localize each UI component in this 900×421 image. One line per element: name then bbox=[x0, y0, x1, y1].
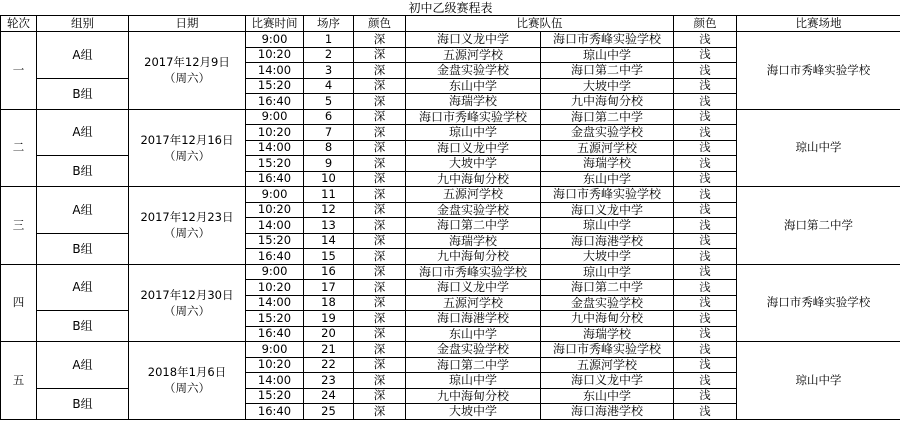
home-team: 东山中学 bbox=[406, 326, 541, 342]
away-team: 琼山中学 bbox=[541, 264, 674, 280]
match-time: 14:00 bbox=[246, 373, 304, 389]
group-a-label: A组 bbox=[37, 342, 129, 389]
home-color: 深 bbox=[354, 63, 406, 79]
match-time: 15:20 bbox=[246, 388, 304, 404]
header-row bbox=[1, 16, 900, 32]
match-time: 15:20 bbox=[246, 78, 304, 94]
away-team: 五源河学校 bbox=[541, 140, 674, 156]
away-team: 大坡中学 bbox=[541, 249, 674, 265]
away-color: 浅 bbox=[674, 326, 737, 342]
match-time: 15:20 bbox=[246, 311, 304, 327]
match-number: 12 bbox=[304, 202, 354, 218]
header-group: 组别 bbox=[37, 16, 129, 32]
home-team: 海口义龙中学 bbox=[406, 32, 541, 48]
group-b-label: B组 bbox=[37, 311, 129, 342]
round-number: 一 bbox=[1, 32, 37, 110]
home-team: 海口第二中学 bbox=[406, 357, 541, 373]
home-color: 深 bbox=[354, 109, 406, 125]
home-color: 深 bbox=[354, 140, 406, 156]
match-time: 15:20 bbox=[246, 156, 304, 172]
weekday-text: （周六） bbox=[164, 148, 210, 163]
away-team: 东山中学 bbox=[541, 388, 674, 404]
home-team: 金盘实验学校 bbox=[406, 342, 541, 358]
home-team: 海口海港学校 bbox=[406, 311, 541, 327]
sheet-title: 初中乙级赛程表 bbox=[408, 0, 493, 15]
match-number: 16 bbox=[304, 264, 354, 280]
venue: 琼山中学 bbox=[737, 342, 900, 420]
match-time: 15:20 bbox=[246, 233, 304, 249]
home-team: 九中海甸分校 bbox=[406, 388, 541, 404]
home-team: 五源河学校 bbox=[406, 47, 541, 63]
away-color: 浅 bbox=[674, 187, 737, 203]
home-color: 深 bbox=[354, 47, 406, 63]
match-time: 10:20 bbox=[246, 202, 304, 218]
home-color: 深 bbox=[354, 125, 406, 141]
home-team: 海口第二中学 bbox=[406, 218, 541, 234]
away-color: 浅 bbox=[674, 63, 737, 79]
match-number: 5 bbox=[304, 94, 354, 110]
match-number: 2 bbox=[304, 47, 354, 63]
home-team: 海口市秀峰实验学校 bbox=[406, 109, 541, 125]
match-time: 9:00 bbox=[246, 109, 304, 125]
match-number: 10 bbox=[304, 171, 354, 187]
away-team: 海口海港学校 bbox=[541, 404, 674, 420]
home-team: 金盘实验学校 bbox=[406, 63, 541, 79]
match-time: 10:20 bbox=[246, 357, 304, 373]
match-row bbox=[1, 109, 900, 125]
away-team: 九中海甸分校 bbox=[541, 311, 674, 327]
header-match-no: 场序 bbox=[304, 16, 354, 32]
match-time: 16:40 bbox=[246, 94, 304, 110]
away-color: 浅 bbox=[674, 249, 737, 265]
match-number: 22 bbox=[304, 357, 354, 373]
match-number: 1 bbox=[304, 32, 354, 48]
weekday-text: （周六） bbox=[164, 71, 210, 86]
match-row bbox=[1, 264, 900, 280]
home-team: 九中海甸分校 bbox=[406, 171, 541, 187]
match-time: 9:00 bbox=[246, 342, 304, 358]
match-number: 15 bbox=[304, 249, 354, 265]
group-a-label: A组 bbox=[37, 264, 129, 311]
match-number: 19 bbox=[304, 311, 354, 327]
match-time: 16:40 bbox=[246, 326, 304, 342]
home-color: 深 bbox=[354, 388, 406, 404]
weekday-text: （周六） bbox=[164, 226, 210, 241]
venue: 海口市秀峰实验学校 bbox=[737, 264, 900, 342]
home-team: 海口义龙中学 bbox=[406, 140, 541, 156]
home-color: 深 bbox=[354, 32, 406, 48]
away-color: 浅 bbox=[674, 218, 737, 234]
away-color: 浅 bbox=[674, 125, 737, 141]
away-color: 浅 bbox=[674, 388, 737, 404]
home-team: 海口义龙中学 bbox=[406, 280, 541, 296]
match-date bbox=[129, 109, 246, 187]
match-number: 4 bbox=[304, 78, 354, 94]
group-b-label: B组 bbox=[37, 156, 129, 187]
home-team: 大坡中学 bbox=[406, 156, 541, 172]
home-color: 深 bbox=[354, 187, 406, 203]
away-color: 浅 bbox=[674, 233, 737, 249]
away-team: 金盘实验学校 bbox=[541, 295, 674, 311]
away-color: 浅 bbox=[674, 311, 737, 327]
match-date bbox=[129, 264, 246, 342]
match-time: 9:00 bbox=[246, 32, 304, 48]
header-date: 日期 bbox=[129, 16, 246, 32]
away-team: 九中海甸分校 bbox=[541, 94, 674, 110]
group-b-label: B组 bbox=[37, 78, 129, 109]
home-color: 深 bbox=[354, 311, 406, 327]
title-row bbox=[1, 0, 900, 16]
home-team: 五源河学校 bbox=[406, 295, 541, 311]
home-color: 深 bbox=[354, 326, 406, 342]
match-number: 11 bbox=[304, 187, 354, 203]
away-color: 浅 bbox=[674, 295, 737, 311]
date-text: 2017年12月16日 bbox=[140, 132, 234, 147]
round-number: 二 bbox=[1, 109, 37, 187]
match-number: 8 bbox=[304, 140, 354, 156]
away-color: 浅 bbox=[674, 171, 737, 187]
match-date bbox=[129, 342, 246, 420]
home-color: 深 bbox=[354, 78, 406, 94]
match-time: 10:20 bbox=[246, 47, 304, 63]
match-number: 25 bbox=[304, 404, 354, 420]
match-time: 14:00 bbox=[246, 218, 304, 234]
home-color: 深 bbox=[354, 357, 406, 373]
home-color: 深 bbox=[354, 171, 406, 187]
match-number: 6 bbox=[304, 109, 354, 125]
away-team: 五源河学校 bbox=[541, 357, 674, 373]
away-color: 浅 bbox=[674, 264, 737, 280]
match-time: 16:40 bbox=[246, 171, 304, 187]
match-number: 13 bbox=[304, 218, 354, 234]
date-text: 2017年12月30日 bbox=[140, 287, 234, 302]
away-team: 海口海港学校 bbox=[541, 233, 674, 249]
home-color: 深 bbox=[354, 264, 406, 280]
away-team: 海口市秀峰实验学校 bbox=[541, 342, 674, 358]
away-color: 浅 bbox=[674, 280, 737, 296]
away-color: 浅 bbox=[674, 140, 737, 156]
away-color: 浅 bbox=[674, 156, 737, 172]
weekday-text: （周六） bbox=[164, 381, 210, 396]
away-color: 浅 bbox=[674, 357, 737, 373]
away-color: 浅 bbox=[674, 32, 737, 48]
away-team: 海口义龙中学 bbox=[541, 202, 674, 218]
away-team: 海口第二中学 bbox=[541, 63, 674, 79]
home-color: 深 bbox=[354, 404, 406, 420]
match-time: 10:20 bbox=[246, 280, 304, 296]
venue: 海口第二中学 bbox=[737, 187, 900, 265]
group-a-label: A组 bbox=[37, 109, 129, 156]
match-time: 16:40 bbox=[246, 404, 304, 420]
match-time: 16:40 bbox=[246, 249, 304, 265]
away-team: 海瑞学校 bbox=[541, 326, 674, 342]
home-team: 九中海甸分校 bbox=[406, 249, 541, 265]
home-color: 深 bbox=[354, 156, 406, 172]
round-number: 四 bbox=[1, 264, 37, 342]
home-team: 海瑞学校 bbox=[406, 94, 541, 110]
match-row bbox=[1, 342, 900, 358]
header-teams: 比赛队伍 bbox=[406, 16, 674, 32]
away-color: 浅 bbox=[674, 202, 737, 218]
home-color: 深 bbox=[354, 295, 406, 311]
home-color: 深 bbox=[354, 373, 406, 389]
date-text: 2018年1月6日 bbox=[147, 365, 227, 380]
home-color: 深 bbox=[354, 233, 406, 249]
home-color: 深 bbox=[354, 280, 406, 296]
away-color: 浅 bbox=[674, 78, 737, 94]
match-number: 20 bbox=[304, 326, 354, 342]
away-team: 金盘实验学校 bbox=[541, 125, 674, 141]
away-color: 浅 bbox=[674, 342, 737, 358]
home-team: 琼山中学 bbox=[406, 373, 541, 389]
weekday-text: （周六） bbox=[164, 303, 210, 318]
match-time: 14:00 bbox=[246, 295, 304, 311]
home-color: 深 bbox=[354, 218, 406, 234]
match-row bbox=[1, 32, 900, 48]
home-color: 深 bbox=[354, 249, 406, 265]
away-color: 浅 bbox=[674, 94, 737, 110]
away-color: 浅 bbox=[674, 109, 737, 125]
venue: 海口市秀峰实验学校 bbox=[737, 32, 900, 110]
date-text: 2017年12月9日 bbox=[144, 55, 230, 70]
away-team: 海口第二中学 bbox=[541, 280, 674, 296]
date-text: 2017年12月23日 bbox=[140, 210, 234, 225]
match-number: 14 bbox=[304, 233, 354, 249]
home-team: 东山中学 bbox=[406, 78, 541, 94]
header-round: 轮次 bbox=[1, 16, 37, 32]
match-time: 14:00 bbox=[246, 140, 304, 156]
round-number: 五 bbox=[1, 342, 37, 420]
home-team: 五源河学校 bbox=[406, 187, 541, 203]
home-color: 深 bbox=[354, 202, 406, 218]
match-time: 14:00 bbox=[246, 63, 304, 79]
match-number: 17 bbox=[304, 280, 354, 296]
match-time: 10:20 bbox=[246, 125, 304, 141]
match-number: 9 bbox=[304, 156, 354, 172]
match-number: 21 bbox=[304, 342, 354, 358]
match-date bbox=[129, 187, 246, 265]
away-team: 大坡中学 bbox=[541, 78, 674, 94]
match-time: 9:00 bbox=[246, 187, 304, 203]
away-team: 海口市秀峰实验学校 bbox=[541, 187, 674, 203]
match-number: 18 bbox=[304, 295, 354, 311]
match-row bbox=[1, 187, 900, 203]
away-team: 琼山中学 bbox=[541, 47, 674, 63]
group-a-label: A组 bbox=[37, 32, 129, 79]
header-color-away: 颜色 bbox=[674, 16, 737, 32]
away-team: 海口第二中学 bbox=[541, 109, 674, 125]
match-number: 23 bbox=[304, 373, 354, 389]
away-team: 海口市秀峰实验学校 bbox=[541, 32, 674, 48]
match-time: 9:00 bbox=[246, 264, 304, 280]
match-number: 7 bbox=[304, 125, 354, 141]
header-venue: 比赛场地 bbox=[737, 16, 900, 32]
away-color: 浅 bbox=[674, 404, 737, 420]
group-a-label: A组 bbox=[37, 187, 129, 234]
match-number: 24 bbox=[304, 388, 354, 404]
away-team: 海口义龙中学 bbox=[541, 373, 674, 389]
match-number: 3 bbox=[304, 63, 354, 79]
group-b-label: B组 bbox=[37, 388, 129, 419]
home-team: 金盘实验学校 bbox=[406, 202, 541, 218]
home-color: 深 bbox=[354, 342, 406, 358]
group-b-label: B组 bbox=[37, 233, 129, 264]
venue: 琼山中学 bbox=[737, 109, 900, 187]
home-team: 琼山中学 bbox=[406, 125, 541, 141]
round-number: 三 bbox=[1, 187, 37, 265]
away-team: 海瑞学校 bbox=[541, 156, 674, 172]
home-team: 海口市秀峰实验学校 bbox=[406, 264, 541, 280]
header-color-home: 颜色 bbox=[354, 16, 406, 32]
home-team: 大坡中学 bbox=[406, 404, 541, 420]
header-time: 比赛时间 bbox=[246, 16, 304, 32]
away-team: 琼山中学 bbox=[541, 218, 674, 234]
match-date bbox=[129, 32, 246, 110]
away-color: 浅 bbox=[674, 47, 737, 63]
home-team: 海瑞学校 bbox=[406, 233, 541, 249]
home-color: 深 bbox=[354, 94, 406, 110]
away-color: 浅 bbox=[674, 373, 737, 389]
away-team: 东山中学 bbox=[541, 171, 674, 187]
